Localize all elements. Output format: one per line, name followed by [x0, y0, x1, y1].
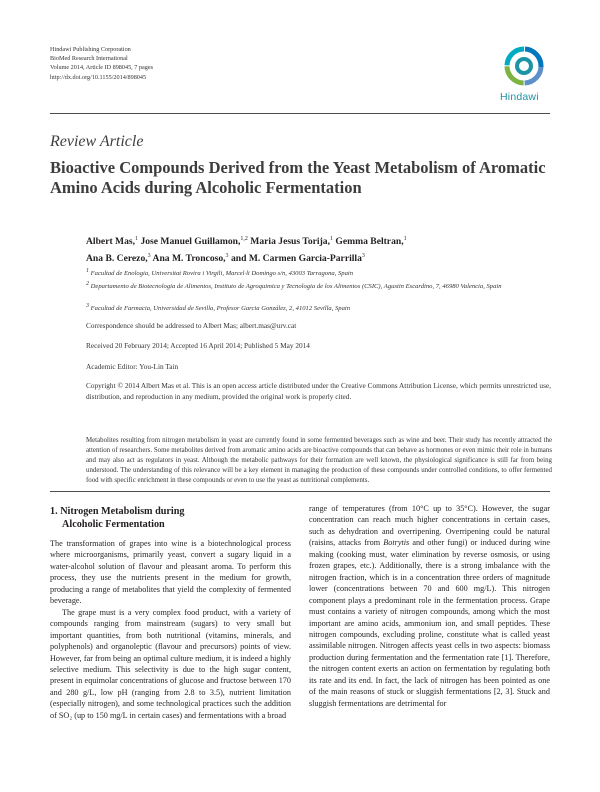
author-name: Albert Mas,$^1$: [86, 236, 139, 248]
author-name: Ana M. Troncoso,$^3$: [152, 253, 229, 265]
publication-dates: Received 20 February 2014; Accepted 16 April 2014; Published 5 May 2014: [86, 341, 310, 350]
author-name: and M. Carmen Garcia-Parrilla$^3$: [230, 253, 365, 265]
hindawi-logo-text: Hindawi: [500, 91, 539, 103]
academic-editor: Academic Editor: You-Lin Tain: [86, 362, 179, 371]
correspondence: Correspondence should be addressed to Albert Mas; albert.mas@urv.cat: [86, 321, 297, 330]
author-name: Jose Manuel Guillamon,$^{1,2}$: [140, 236, 248, 248]
article-type: Review Article: [50, 133, 144, 150]
journal-header: [50, 45, 153, 82]
section-heading-line: 1. Nitrogen Metabolism during: [50, 506, 185, 517]
author-name: Maria Jesus Torija,$^1$: [250, 236, 333, 248]
author-list: [86, 232, 536, 266]
header-divider: [50, 113, 550, 114]
affiliation: $^2$ Departamento de Biotecnologia de Alimentos, Instituto de Agroquimica y Tecnologia de los Alimentos (CSIC), Agustin Escardino, 7, 46980 Valencia, Spain: [86, 281, 502, 291]
abstract: Metabolites resulting from nitrogen metabolism in yeast are currently found in some fermented beverages such as wine and beer. Their study has recently attracted the attention of researchers. Some metabolites derived from aromatic amino acids are bioactive compounds that can behave as hormones or even mimic their role in humans and may also act as regulators in yeast. Although the metabolic pathways for their formation are well known, the physiological significance is still far from being understood. The understanding of this relevance will be a key element in managing the production of these compounds under controlled conditions, to offer fermented food with specific enrichment in these compounds or even to use the yeast as nutritional complements.: [86, 437, 552, 484]
affiliation: $^1$ Facultad de Enologia, Universitat Rovira i Virgili, Marcel·li Domingo s/n, 43003 Tarragona, Spain: [86, 268, 353, 278]
publisher-line: Hindawi Publishing Corporation: [50, 46, 131, 53]
copyright-notice: Copyright © 2014 Albert Mas et al. This is an open access article distributed under the Creative Commons Attribution License, which permits unrestricted use, distribution, and reproduction in any medium, provided the original work is properly cited.: [86, 381, 551, 401]
body-column-right: [309, 503, 550, 709]
section-heading-line: Alcoholic Fermentation: [62, 519, 165, 530]
body-column-left: [50, 538, 291, 721]
author-name: Ana B. Cerezo,$^3$: [86, 253, 151, 265]
journal-name: BioMed Research International: [50, 55, 128, 63]
paragraph: The transformation of grapes into wine is a biotechnological process where microorganisms, primarily yeast, convert a sugary liquid in a water-alcohol solution of flavour and pleasant aroma. To perform this process, they use the nutrients present in the medium for growth, producing a range of metabolites that yield the complexity of fermented beverage.: [50, 539, 291, 606]
paragraph: The grape must is a very complex food product, with a variety of compounds ranging from mainstream (sugars) to very small but important quantities, from both nutritional (vitamins, minerals, and polyphenols) and organoleptic (flavour and precursors) points of view. However, far from being an optimal culture medium, it is indeed a highly selective medium. This selectivity is due to the high sugar content, present in equimolar concentrations of glucose and fructose between 170 and 280 g/L, low pH (ranging from 2.8 to 3.5), nutrient limitation (especially nitrogen), and some technological practices such the addition of SO₂ (up to 150 mg/L in certain cases) and fermentations with a broad: [50, 607, 291, 720]
article-title: Bioactive Compounds Derived from the Yeast Metabolism of Aromatic Amino Acids during Alcoholic Fermentation: [50, 158, 546, 197]
section-heading: [50, 505, 185, 531]
paragraph: range of temperatures (from 10°C up to 35°C). However, the sugar concentration can reach much higher concentrations in certain cases, such as dehydration and overripening. Overripening could be natural (raisins, attacks from Botrytis and other fungi) or induced during wine making (cooking must, water elimination by reverse osmosis, or using frozen grapes, etc.). Additionally, there is a strong imbalance with the nitrogen fraction, which is in a concentration three orders of magnitude lower (concentrations between 70 and 600 mg/L). This nitrogen component plays a predominant role in the fermentation process. Grape must contains a variety of nitrogen compounds, among which the most important are amino acids, ammonium ion, and small peptides. These nitrogen compounds, excluding proline, constitute what is called yeast assimilable nitrogen. Nitrogen affects yeast cells in two aspects: biomass production during fermentation and the fermentation rate [1]. Therefore, the nitrogen content exerts an action on fermentation by regulating both its rate and its end. In fact, the lack of nitrogen has been pointed as one of the main reasons of stuck or sluggish fermentations [2, 3]. Stuck and sluggish fermentations are detrimental for: [309, 504, 551, 708]
author-name: Gemma Beltran,$^1$: [335, 236, 407, 248]
abstract-divider: [50, 491, 550, 492]
affiliation: $^3$ Facultad de Farmacia, Universidad de Sevilla, Profesor Garcia González, 2, 41012 Sevilla, Spain: [86, 303, 351, 313]
hindawi-logo-icon: [493, 42, 555, 90]
volume-line: Volume 2014, Article ID 898045, 7 pages: [50, 64, 153, 72]
doi-link[interactable]: http://dx.doi.org/10.1155/2014/898045: [50, 73, 147, 81]
